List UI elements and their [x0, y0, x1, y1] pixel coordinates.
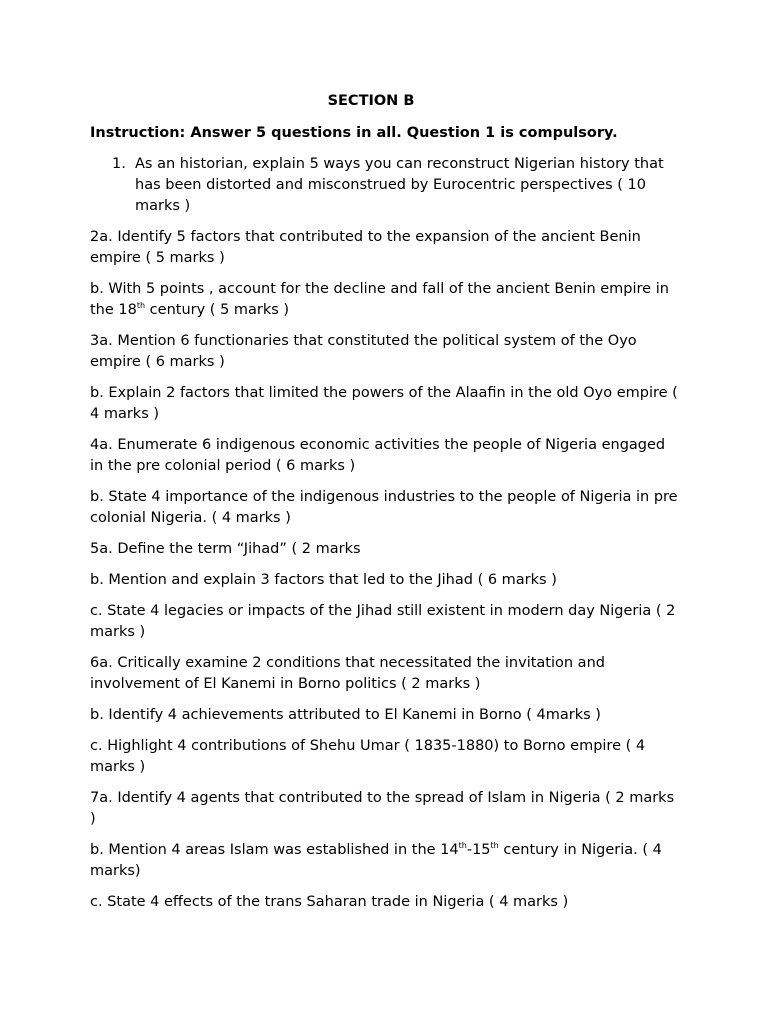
- question-3b: b. Explain 2 factors that limited the powers of the Alaafin in the old Oyo empire ( 4 marks ): [90, 385, 678, 422]
- exam-page: [90, 91, 690, 923]
- question-5a: 5a. Define the term “Jihad” ( 2 marks: [90, 541, 361, 557]
- question-7b-text-mid: -15: [466, 842, 491, 858]
- section-title: SECTION B: [327, 93, 415, 109]
- question-7b-text-end: century in Nigeria. ( 4 marks): [90, 842, 662, 879]
- question-6a: 6a. Critically examine 2 conditions that necessitated the invitation and involvement of El Kanemi in Borno politics ( 2 marks ): [90, 655, 605, 692]
- question-4b: b. State 4 importance of the indigenous industries to the people of Nigeria in pre colonial Nigeria. ( 4 marks ): [90, 489, 678, 526]
- question-1-number: 1.: [112, 156, 126, 172]
- question-2b-text-end: century ( 5 marks ): [145, 302, 290, 318]
- question-6b: b. Identify 4 achievements attributed to El Kanemi in Borno ( 4marks ): [90, 707, 601, 723]
- question-7b: [90, 840, 680, 882]
- question-4a: 4a. Enumerate 6 indigenous economic activities the people of Nigeria engaged in the pre colonial period ( 6 marks ): [90, 437, 666, 474]
- question-1: [112, 154, 690, 217]
- question-2a: 2a. Identify 5 factors that contributed to the expansion of the ancient Benin empire ( 5 marks ): [90, 229, 641, 266]
- question-7a: 7a. Identify 4 agents that contributed to the spread of Islam in Nigeria ( 2 marks ): [90, 790, 675, 827]
- question-7b-superscript-1: th: [458, 841, 467, 850]
- question-5b: b. Mention and explain 3 factors that led to the Jihad ( 6 marks ): [90, 572, 557, 588]
- question-7b-text: b. Mention 4 areas Islam was established in the 14: [90, 842, 459, 858]
- question-6c: c. Highlight 4 contributions of Shehu Umar ( 1835-1880) to Borno empire ( 4 marks ): [90, 738, 646, 775]
- question-7b-superscript-2: th: [490, 841, 499, 850]
- question-1-text: As an historian, explain 5 ways you can reconstruct Nigerian history that has been distorted and misconstrued by Eurocentric perspectives ( 10 marks ): [135, 156, 664, 214]
- question-2b-text: b. With 5 points , account for the decline and fall of the ancient Benin empire in the 18: [90, 281, 669, 318]
- question-5c: c. State 4 legacies or impacts of the Jihad still existent in modern day Nigeria ( 2 marks ): [90, 603, 676, 640]
- instruction-text: Instruction: Answer 5 questions in all. Question 1 is compulsory.: [90, 125, 618, 141]
- question-2b: [90, 279, 680, 321]
- question-2b-superscript: th: [136, 301, 146, 310]
- question-7c: c. State 4 effects of the trans Saharan trade in Nigeria ( 4 marks ): [90, 894, 569, 910]
- question-3a: 3a. Mention 6 functionaries that constituted the political system of the Oyo empire ( 6 marks ): [90, 333, 637, 370]
